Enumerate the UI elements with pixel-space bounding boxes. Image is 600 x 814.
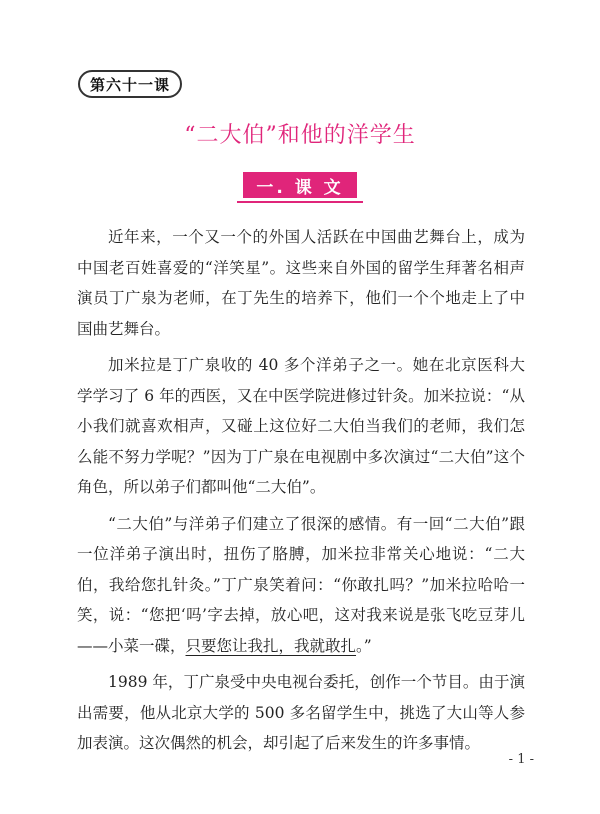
paragraph-3-text: “二大伯”与洋弟子们建立了很深的感情。有一回“二大伯”跟一位洋弟子演出时，扭伤了胳膊，加米拉非常关心地说：“二大伯，我给您扎针灸。”丁广泉笑着问：“你敢扎吗？”加米拉哈哈一笑，说：“您把‘吗’字去掉，放心吧，这对我来说是张飞吃豆芽儿——小菜一碟， (77, 514, 525, 655)
paragraph-4: 1989 年，丁广泉受中央电视台委托，创作一个节目。由于演出需要，他从北京大学的 500 多名留学生中，挑选了大山等人参加表演。这次偶然的机会，却引起了后来发生的许多事情。 (77, 673, 525, 752)
lesson-number-label: 第六十一课 (89, 75, 170, 94)
paragraph-2: 加米拉是丁广泉收的 40 多个洋弟子之一。她在北京医科大学学习了 6 年的西医，又在中医学院进修过针灸。加米拉说：“从小我们就喜欢相声，又碰上这位好二大伯当我们的老师，我们怎么能不努力学呢？”因为丁广泉在电视剧中多次演过“二大伯”这个角色，所以弟子们都叫他“二大伯”。 (77, 356, 525, 496)
paragraph-1: 近年来，一个又一个的外国人活跃在中国曲艺舞台上，成为中国老百姓喜爱的“洋笑星”。这些来自外国的留学生拜著名相声演员丁广泉为老师，在丁先生的培养下，他们一个个地走上了中国曲艺舞台。 (77, 228, 525, 338)
section-banner (243, 172, 357, 198)
lesson-number-badge (78, 70, 182, 98)
page-number: - 1 - (508, 752, 534, 767)
paragraph-3-end: 。” (356, 636, 372, 655)
lesson-body (77, 222, 525, 765)
paragraph-3 (77, 509, 525, 662)
section-label: 一. 课 文 (256, 177, 344, 198)
underlined-phrase: 只要您让我扎，我就敢扎 (185, 636, 357, 655)
section-banner-underline (237, 201, 363, 203)
lesson-title: “二大伯”和他的洋学生 (184, 123, 416, 148)
